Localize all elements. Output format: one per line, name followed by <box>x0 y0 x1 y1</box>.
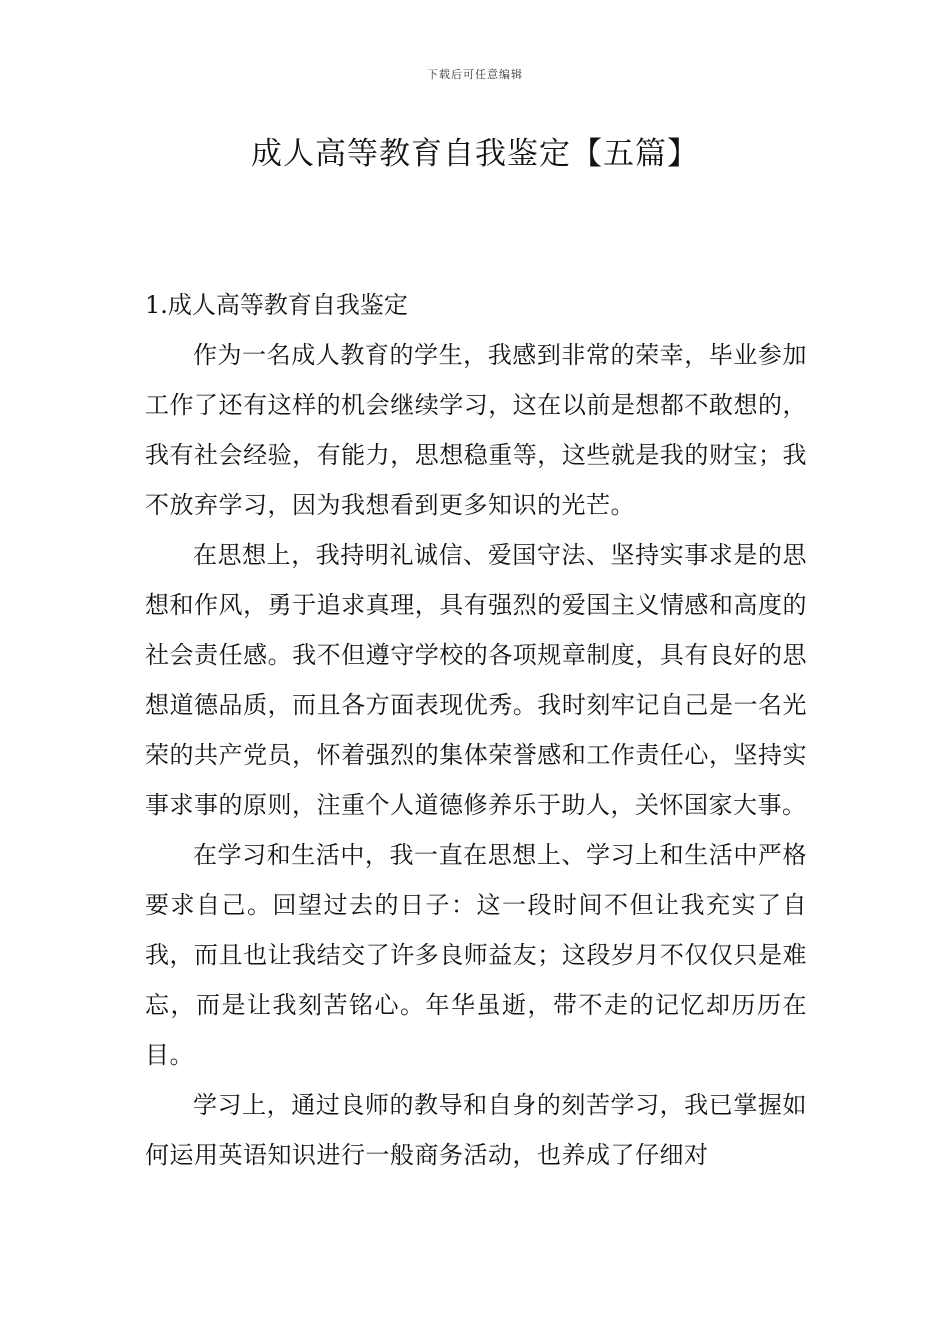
paragraph-3: 在学习和生活中，我一直在思想上、学习上和生活中严格要求自己。回望过去的日子：这一段时间不但让我充实了自我，而且也让我结交了许多良师益友；这段岁月不仅仅只是难忘，而是让我刻苦铭心。年华虽逝，带不走的记忆却历历在目。 <box>145 841 807 1069</box>
document-title: 成人高等教育自我鉴定【五篇】 <box>251 136 699 172</box>
paragraph-2: 在思想上，我持明礼诚信、爱国守法、坚持实事求是的思想和作风，勇于追求真理，具有强烈的爱国主义情感和高度的社会责任感。我不但遵守学校的各项规章制度，具有良好的思想道德品质，而且各方面表现优秀。我时刻牢记自己是一名光荣的共产党员，怀着强烈的集体荣誉感和工作责任心，坚持实事求事的原则，注重个人道德修养乐于助人，关怀国家大事。 <box>145 541 807 819</box>
section-heading: 1.成人高等教育自我鉴定 <box>145 291 408 319</box>
paragraph-4: 学习上，通过良师的教导和自身的刻苦学习，我已掌握如何运用英语知识进行一般商务活动，也养成了仔细对 <box>145 1091 807 1169</box>
document-body <box>145 280 807 1180</box>
paragraph-1: 作为一名成人教育的学生，我感到非常的荣幸，毕业参加工作了还有这样的机会继续学习，这在以前是想都不敢想的，我有社会经验，有能力，思想稳重等，这些就是我的财宝；我不放弃学习，因为我想看到更多知识的光芒。 <box>145 341 807 519</box>
header-note: 下载后可任意编辑 <box>427 68 523 81</box>
